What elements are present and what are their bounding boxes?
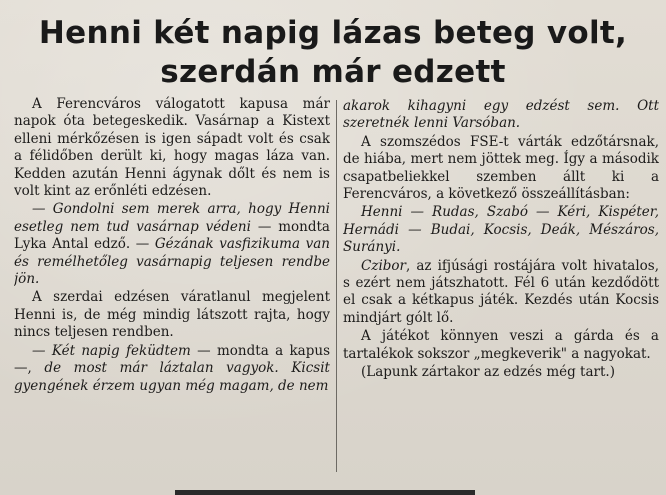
left-paragraph-2	[14, 201, 330, 288]
quote-text: de most már láztalan vagyok. Kicsit gyengének érzem ugyan még magam, de nem	[14, 360, 330, 394]
quote-text: — Két napig feküdtem	[32, 342, 191, 359]
quote-text: Gézának vasfizikuma van és remélhetőleg vasárnapig teljesen rendbe jön.	[14, 236, 330, 288]
left-paragraph-4	[14, 343, 330, 395]
player-name: Czibor	[361, 257, 406, 274]
right-paragraph-1: akarok kihagyni egy edzést sem. Ott szeretnék lenni Varsóban.	[343, 98, 659, 132]
paragraph-text: , az ifjúsági rostájára volt hivatalos, s ezért nem játszhatott. Fél 6 után kezdődött el csak a kétkapus játék. Kezdés után Kocsis mindjárt gólt lő.	[343, 257, 659, 326]
attribution-text: — mondta Lyka Antal edző. —	[14, 218, 330, 253]
column-divider	[336, 100, 337, 472]
left-paragraph-3: A szerdai edzésen váratlanul megjelent Henni is, de még mindig látszott rajta, hogy nincs teljesen rendben.	[14, 289, 330, 341]
right-column	[343, 98, 659, 383]
left-paragraph-1: A Ferencváros válogatott kapusa már napok óta betegeskedik. Vasárnap a Kistext elleni mérkőzésen is igen sápadt volt és csak a félidőben derült ki, hogy magas láza van. Kedden azután Henni ágynak dőlt és nem is volt kint az erőnléti edzésen.	[14, 96, 330, 200]
right-paragraph-5: (Lapunk zártakor az edzés még tart.)	[361, 364, 615, 381]
headline-line-1: Henni két napig lázas beteg volt,	[38, 15, 628, 51]
bottom-rule	[175, 490, 475, 495]
left-column	[14, 96, 330, 396]
right-paragraph-2: A szomszédos FSE-t várták edzőtársnak, de hiába, mert nem jöttek meg. Így a második csapatbeliekkel szemben állt ki a Ferencváros, a következő összeállításban:	[343, 133, 659, 203]
quote-text: — Gondolni sem merek arra, hogy Henni esetleg nem tud vasárnap védeni	[14, 201, 330, 235]
right-paragraph-4: A játékot könnyen veszi a gárda és a tartalékok sokszor „megkeverik" a nagyokat.	[343, 328, 659, 362]
attribution-text: — mondta a kapus —,	[14, 342, 330, 377]
headline-line-2: szerdán már edzett	[160, 54, 506, 90]
team-lineup: Henni — Rudas, Szabó — Kéri, Kispéter, Hernádi — Budai, Kocsis, Deák, Mészáros, Surányi.	[343, 204, 659, 256]
right-paragraph-3	[343, 258, 659, 328]
